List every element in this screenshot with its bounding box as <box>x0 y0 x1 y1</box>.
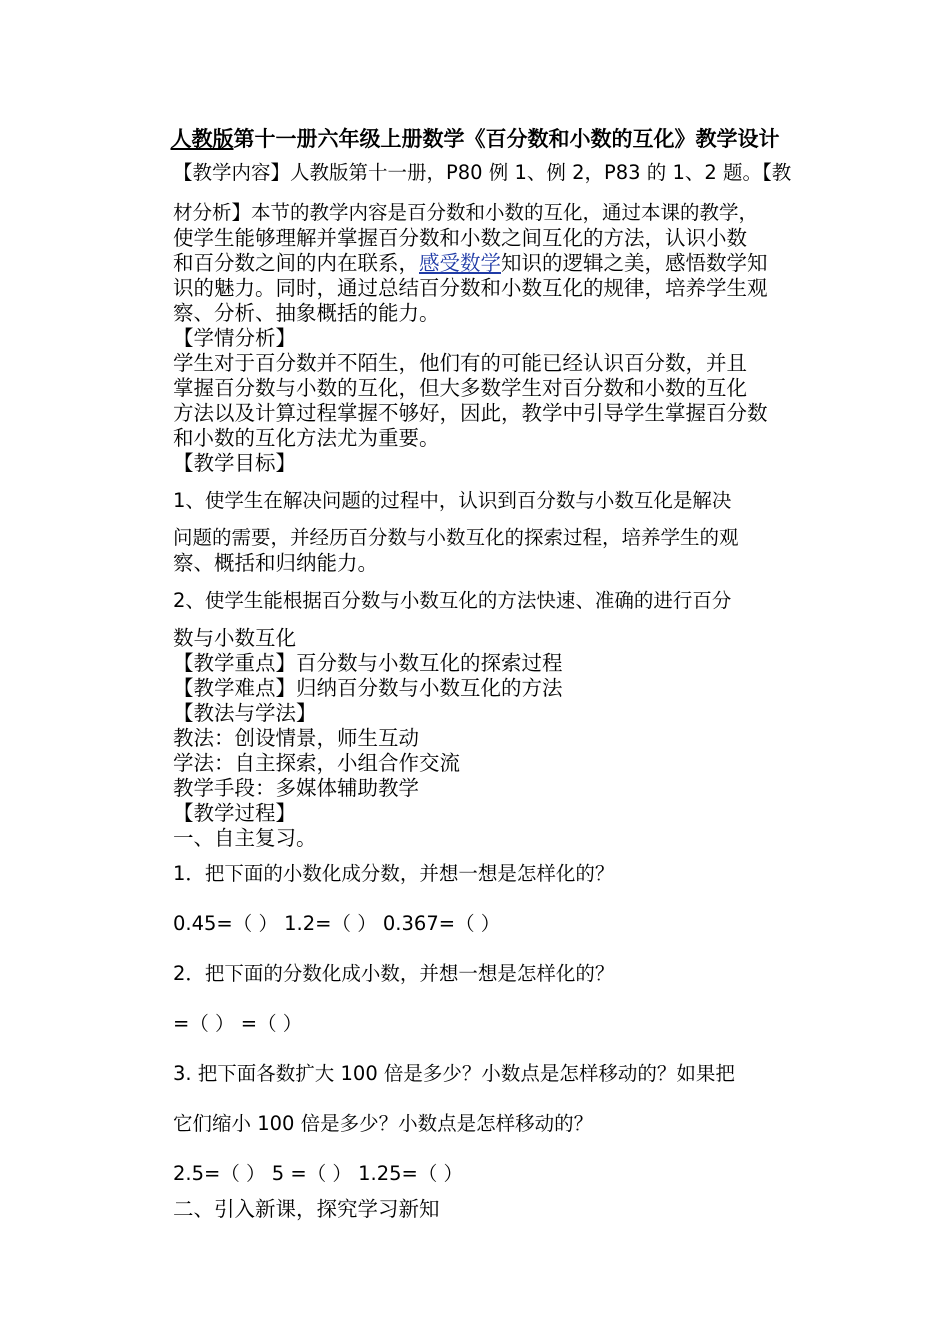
exercise-line: 1．把下面的小数化成分数，并想一想是怎样化的？ <box>173 862 615 885</box>
goal-line: 2、使学生能根据百分数与小数互化的方法快速、准确的进行百分 <box>173 589 732 612</box>
section-heading-process: 【教学过程】 <box>173 801 296 825</box>
goal-line: 察、概括和归纳能力。 <box>173 551 378 575</box>
paragraph-line: 使学生能够理解并掌握百分数和小数之间互化的方法，认识小数 <box>173 226 747 250</box>
section-heading-teaching-goals: 【教学目标】 <box>173 451 296 475</box>
material-analysis-line: 材分析】本节的教学内容是百分数和小数的互化，通过本课的教学， <box>173 201 759 224</box>
title-underlined-part: 人教版 <box>170 126 234 151</box>
paragraph-text: 和百分数之间的内在联系， <box>173 251 419 275</box>
paragraph-line: 察、分析、抽象概括的能力。 <box>173 301 440 325</box>
method-line: 教学手段：多媒体辅助教学 <box>173 776 419 800</box>
exercise-line: 2.5=（ ） 5 =（ ） 1.25=（ ） <box>173 1162 464 1185</box>
exercise-line: 0.45=（ ） 1.2=（ ） 0.367=（ ） <box>173 912 501 935</box>
goal-line: 数与小数互化 <box>173 626 296 650</box>
page-title <box>0 125 950 153</box>
teaching-content-line: 【教学内容】人教版第十一册，P80 例 1、例 2，P83 的 1、2 题。【教 <box>173 161 792 184</box>
method-line: 教法：创设情景，师生互动 <box>173 726 419 750</box>
exercise-line: 它们缩小 100 倍是多少？小数点是怎样移动的？ <box>173 1112 594 1135</box>
section-heading-methods: 【教法与学法】 <box>173 701 317 725</box>
paragraph-line: 和小数的互化方法尤为重要。 <box>173 426 440 450</box>
paragraph-line-with-link <box>173 250 768 276</box>
feel-math-link[interactable]: 感受数学 <box>419 251 501 275</box>
paragraph-line: 识的魅力。同时，通过总结百分数和小数互化的规律，培养学生观 <box>173 276 768 300</box>
paragraph-line: 掌握百分数与小数的互化，但大多数学生对百分数和小数的互化 <box>173 376 747 400</box>
section-heading-difficulty: 【教学难点】归纳百分数与小数互化的方法 <box>173 676 563 700</box>
subsection-new-lesson: 二、引入新课，探究学习新知 <box>173 1197 440 1221</box>
exercise-line: 3. 把下面各数扩大 100 倍是多少？小数点是怎样移动的？如果把 <box>173 1062 735 1085</box>
paragraph-line: 方法以及计算过程掌握不够好，因此，教学中引导学生掌握百分数 <box>173 401 768 425</box>
goal-line: 1、使学生在解决问题的过程中，认识到百分数与小数互化是解决 <box>173 489 732 512</box>
method-line: 学法：自主探索，小组合作交流 <box>173 751 460 775</box>
paragraph-line: 学生对于百分数并不陌生，他们有的可能已经认识百分数，并且 <box>173 351 747 375</box>
paragraph-text: 知识的逻辑之美，感悟数学知 <box>501 251 768 275</box>
exercise-line: =（ ） =（ ） <box>173 1012 303 1035</box>
title-rest: 第十一册六年级上册数学《百分数和小数的互化》教学设计 <box>233 126 780 151</box>
exercise-line: 2．把下面的分数化成小数，并想一想是怎样化的？ <box>173 962 615 985</box>
section-heading-key-point: 【教学重点】百分数与小数互化的探索过程 <box>173 651 563 675</box>
section-heading-learning-analysis: 【学情分析】 <box>173 326 296 350</box>
goal-line: 问题的需要，并经历百分数与小数互化的探索过程，培养学生的观 <box>173 526 739 549</box>
subsection-review: 一、自主复习。 <box>173 826 317 850</box>
